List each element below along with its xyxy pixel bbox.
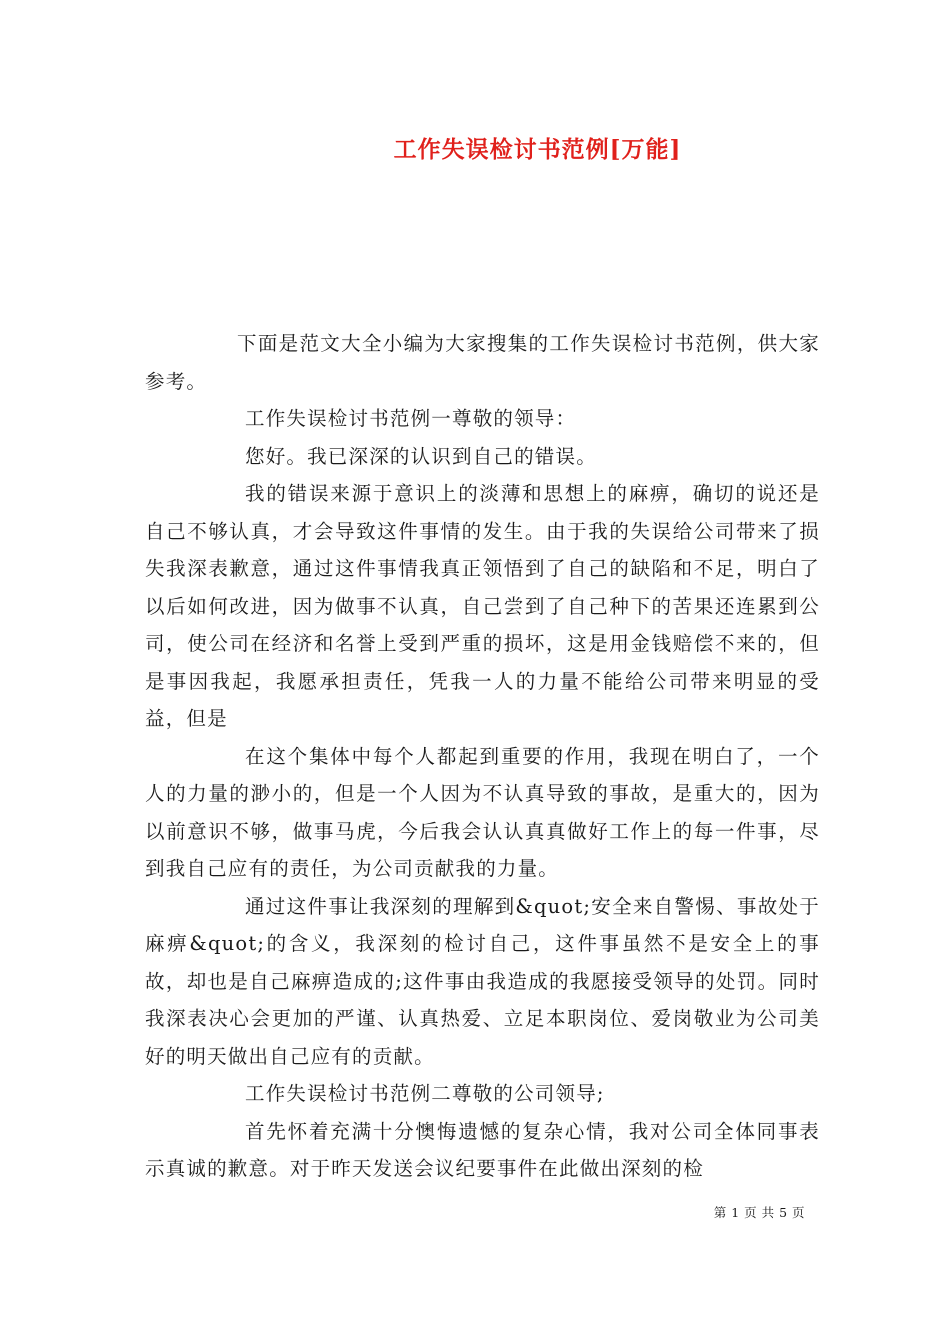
document-title: 工作失误检讨书范例[万能] <box>393 136 682 163</box>
paragraph-example-two-heading: 工作失误检讨书范例二尊敬的公司领导; <box>245 1082 605 1105</box>
paragraph-greeting: 您好。我已深深的认识到自己的错误。 <box>245 444 597 468</box>
paragraph-body-3: 通过这件事让我深刻的理解到&quot;安全来自警惕、事故处于麻痹&quot;的含义，我深刻的检讨自己，这件事虽然不是安全上的事故，却也是自己麻痹造成的;这件事由我造成的我愿接受领导的处罚。同时我深表决心会更加的严谨、认真热爱、立足本职岗位、爱岗敬业为公司美好的明天做出自己应有的贡献。 <box>145 894 820 1068</box>
paragraph-body-4: 首先怀着充满十分懊悔遗憾的复杂心情，我对公司全体同事表示真诚的歉意。对于昨天发送会议纪要事件在此做出深刻的检 <box>145 1119 820 1180</box>
paragraph-body-2: 在这个集体中每个人都起到重要的作用，我现在明白了，一个人的力量的渺小的，但是一个人因为不认真导致的事故，是重大的，因为以前意识不够，做事马虎，今后我会认认真真做好工作上的每一件事，尽到我自己应有的责任，为公司贡献我的力量。 <box>145 744 820 880</box>
document-body <box>145 325 820 1188</box>
page-number-footer: 第 1 页 共 5 页 <box>713 1205 805 1220</box>
paragraph-example-one-heading: 工作失误检讨书范例一尊敬的领导： <box>245 407 577 430</box>
paragraph-body-1: 我的错误来源于意识上的淡薄和思想上的麻痹，确切的说还是自己不够认真，才会导致这件事情的发生。由于我的失误给公司带来了损失我深表歉意，通过这件事情我真正领悟到了自己的缺陷和不足，明白了以后如何改进，因为做事不认真，自己尝到了自己种下的苦果还连累到公司，使公司在经济和名誉上受到严重的损坏，这是用金钱赔偿不来的，但是事因我起，我愿承担责任，凭我一人的力量不能给公司带来明显的受益，但是 <box>145 482 820 730</box>
paragraph-intro: 下面是范文大全小编为大家搜集的工作失误检讨书范例，供大家参考。 <box>145 332 820 393</box>
